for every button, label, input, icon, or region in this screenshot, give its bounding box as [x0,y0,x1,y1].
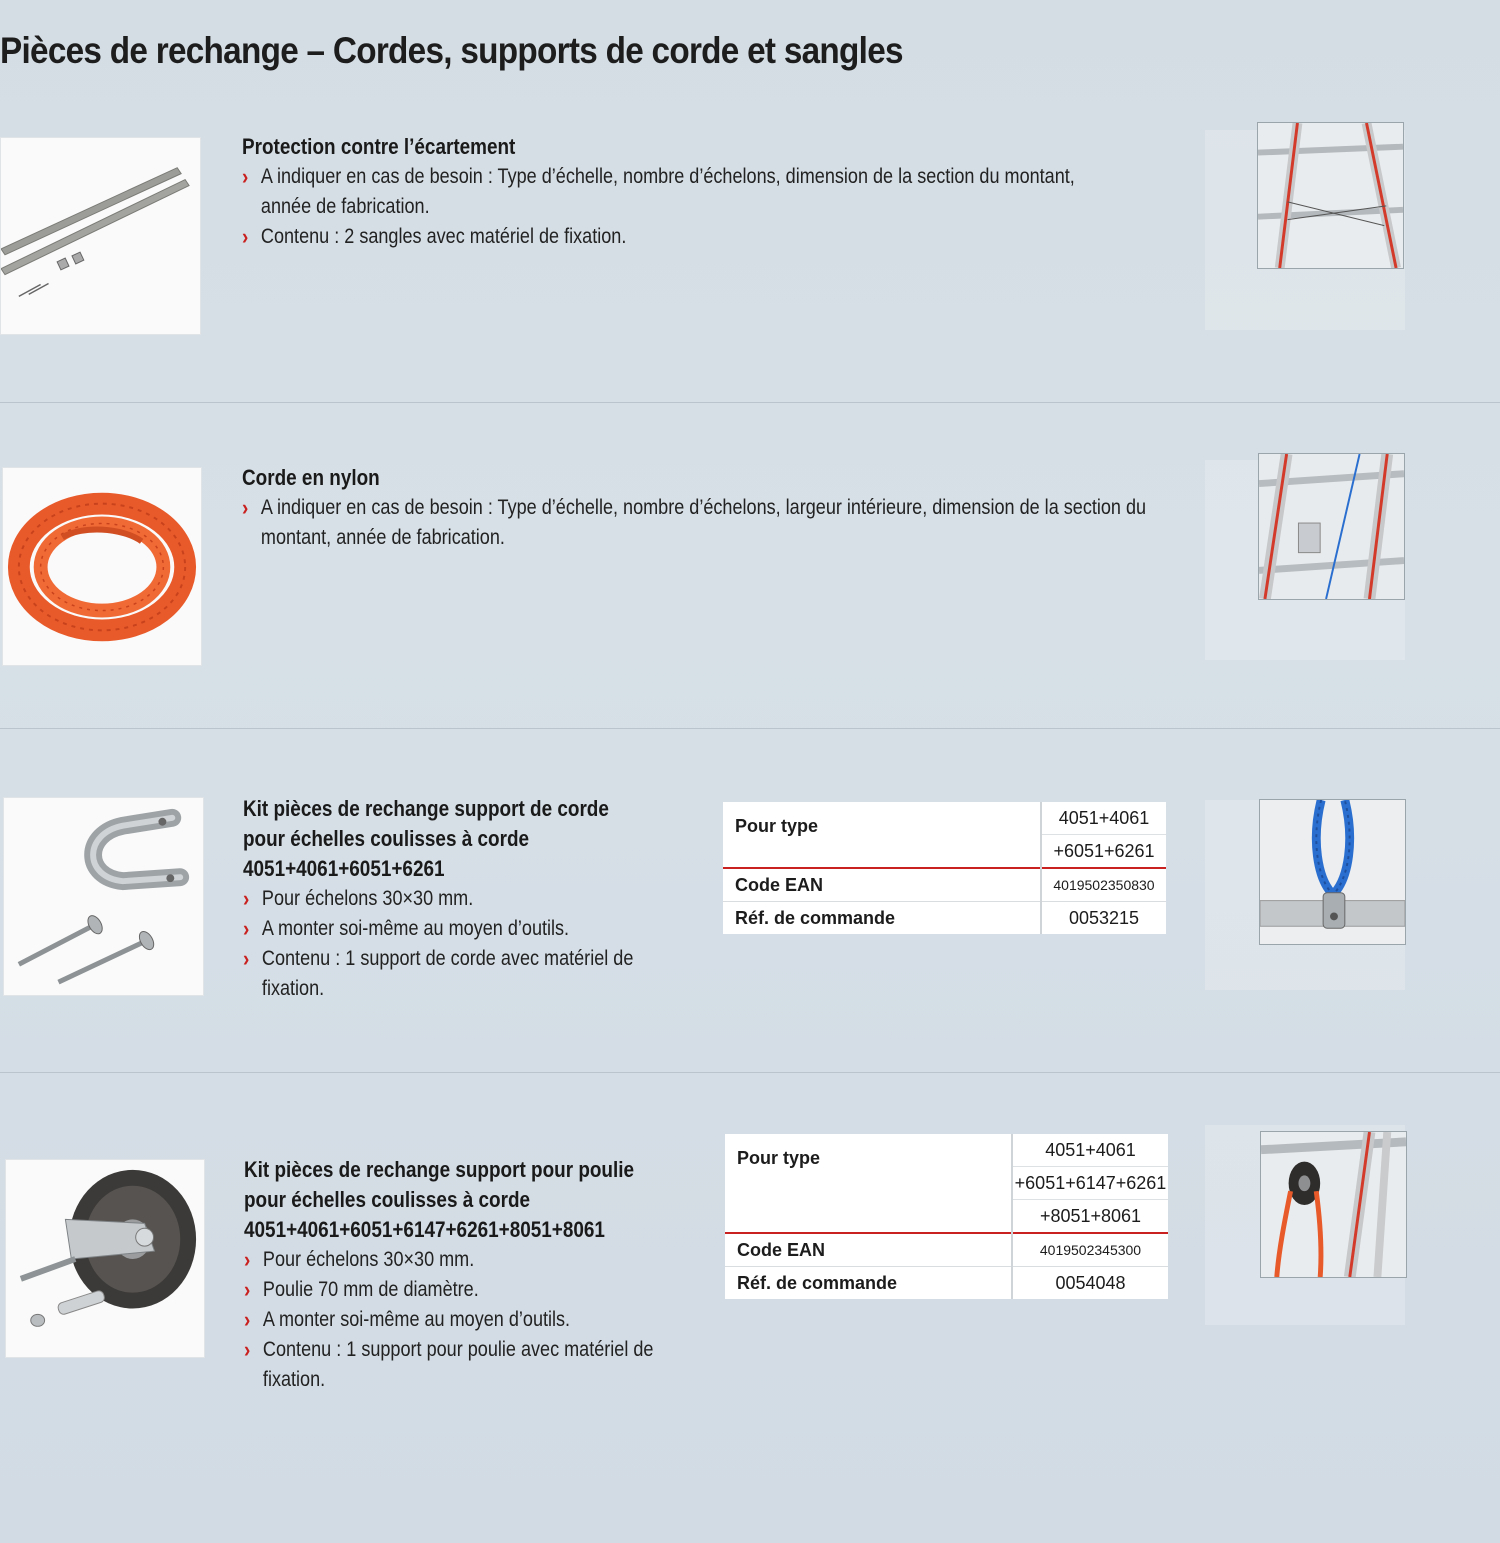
chevron-right-icon: › [243,916,250,941]
product-title [244,1155,743,1245]
bullet-text: Contenu : 2 sangles avec matériel de fixation. [260,225,627,248]
product-title: Corde en nylon [242,465,380,490]
rope-coil-icon [3,468,201,665]
bullet-list [244,1245,743,1395]
title-line: pour échelles coulisses à corde [243,826,530,851]
spec-label-ean: Code EAN [725,1233,1012,1267]
product-image-rope-holder [3,797,204,996]
bullet-text: A monter soi-même au moyen d’outils. [262,1308,571,1331]
bullet-item [244,1275,743,1305]
spec-value-type: +6051+6261 [1041,835,1166,869]
bullet-item [244,1335,684,1395]
title-line: Kit pièces de rechange support de corde [243,796,609,821]
chevron-right-icon: › [242,224,249,249]
chevron-right-icon: › [243,886,250,911]
product-text-4 [244,1155,743,1395]
ladder-icon [1259,454,1404,599]
section-divider [0,728,1500,729]
chevron-right-icon: › [242,495,249,520]
title-line: Kit pièces de rechange support pour poulie [244,1157,635,1182]
product-image-pulley [5,1159,205,1358]
spec-value-type: 4051+4061 [1041,802,1166,835]
spec-label-ref: Réf. de commande [723,902,1041,935]
spec-label-ean: Code EAN [723,868,1041,902]
bullet-item [242,162,1119,222]
ladder-pulley-icon [1261,1132,1406,1277]
bullet-item [243,884,725,914]
product-image-straps [0,137,201,335]
spec-table-rope-holder [723,802,1166,934]
bullet-item [243,914,725,944]
bullet-item [243,944,666,1004]
rope-loop-icon [1260,800,1405,944]
bullet-item [242,222,1119,252]
pulley-icon [6,1160,204,1357]
bullet-text: Poulie 70 mm de diamètre. [262,1278,479,1301]
spec-value-ref: 0054048 [1012,1267,1168,1300]
page-title: Pièces de rechange – Cordes, supports de corde et sangles [0,30,903,71]
chevron-right-icon: › [244,1307,251,1332]
bullet-list [243,884,725,1004]
spec-value-ean: 4019502345300 [1012,1233,1168,1267]
bullet-text: Pour échelons 30×30 mm. [261,887,474,910]
bullet-text: Pour échelons 30×30 mm. [262,1248,475,1271]
title-line: 4051+4061+6051+6261 [243,856,445,881]
bullet-list [242,162,1119,252]
product-text-3 [243,794,725,1004]
chevron-right-icon: › [244,1277,251,1302]
bullet-text: Contenu : 1 support pour poulie avec matériel de fixation. [262,1338,654,1391]
ladder-photo-pulley [1260,1131,1407,1278]
bullet-text: Contenu : 1 support de corde avec matériel de fixation. [261,947,634,1000]
chevron-right-icon: › [243,946,250,971]
bullet-list [242,493,1171,553]
ladder-photo-rope [1258,453,1405,600]
product-title: Protection contre l’écartement [242,134,516,159]
product-text-1 [242,132,1119,252]
spec-value-type: 4051+4061 [1012,1134,1168,1167]
section-divider [0,1072,1500,1073]
bullet-item [244,1305,743,1335]
rope-holder-icon [4,798,203,995]
title-line: 4051+4061+6051+6147+6261+8051+8061 [244,1217,605,1242]
spec-value-type: +6051+6147+6261 [1012,1167,1168,1200]
chevron-right-icon: › [242,164,249,189]
spec-value-type: +8051+8061 [1012,1200,1168,1234]
bullet-text: A indiquer en cas de besoin : Type d’échelle, nombre d’échelons, dimension de la section du montant, année de fabrication. [260,165,1075,218]
chevron-right-icon: › [244,1337,251,1362]
ladder-photo-straps [1257,122,1404,269]
bullet-item [242,493,1171,553]
bullet-item [244,1245,743,1275]
product-title [243,794,725,884]
ladder-photo-rope-holder [1259,799,1406,945]
title-line: pour échelles coulisses à corde [244,1187,531,1212]
product-image-rope [2,467,202,666]
spec-value-ean: 4019502350830 [1041,868,1166,902]
straps-icon [1,138,200,334]
spec-label-type: Pour type [737,1148,821,1168]
product-text-2 [242,463,1171,553]
ladder-icon [1258,123,1403,268]
spec-table-pulley [725,1134,1168,1299]
spec-value-ref: 0053215 [1041,902,1166,935]
bullet-text: A monter soi-même au moyen d’outils. [261,917,570,940]
spec-label-ref: Réf. de commande [725,1267,1012,1300]
chevron-right-icon: › [244,1247,251,1272]
bullet-text: A indiquer en cas de besoin : Type d’échelle, nombre d’échelons, largeur intérieure, dimension de la section du montant, année de fabrication. [260,496,1147,549]
section-divider [0,402,1500,403]
spec-label-type: Pour type [735,816,819,836]
